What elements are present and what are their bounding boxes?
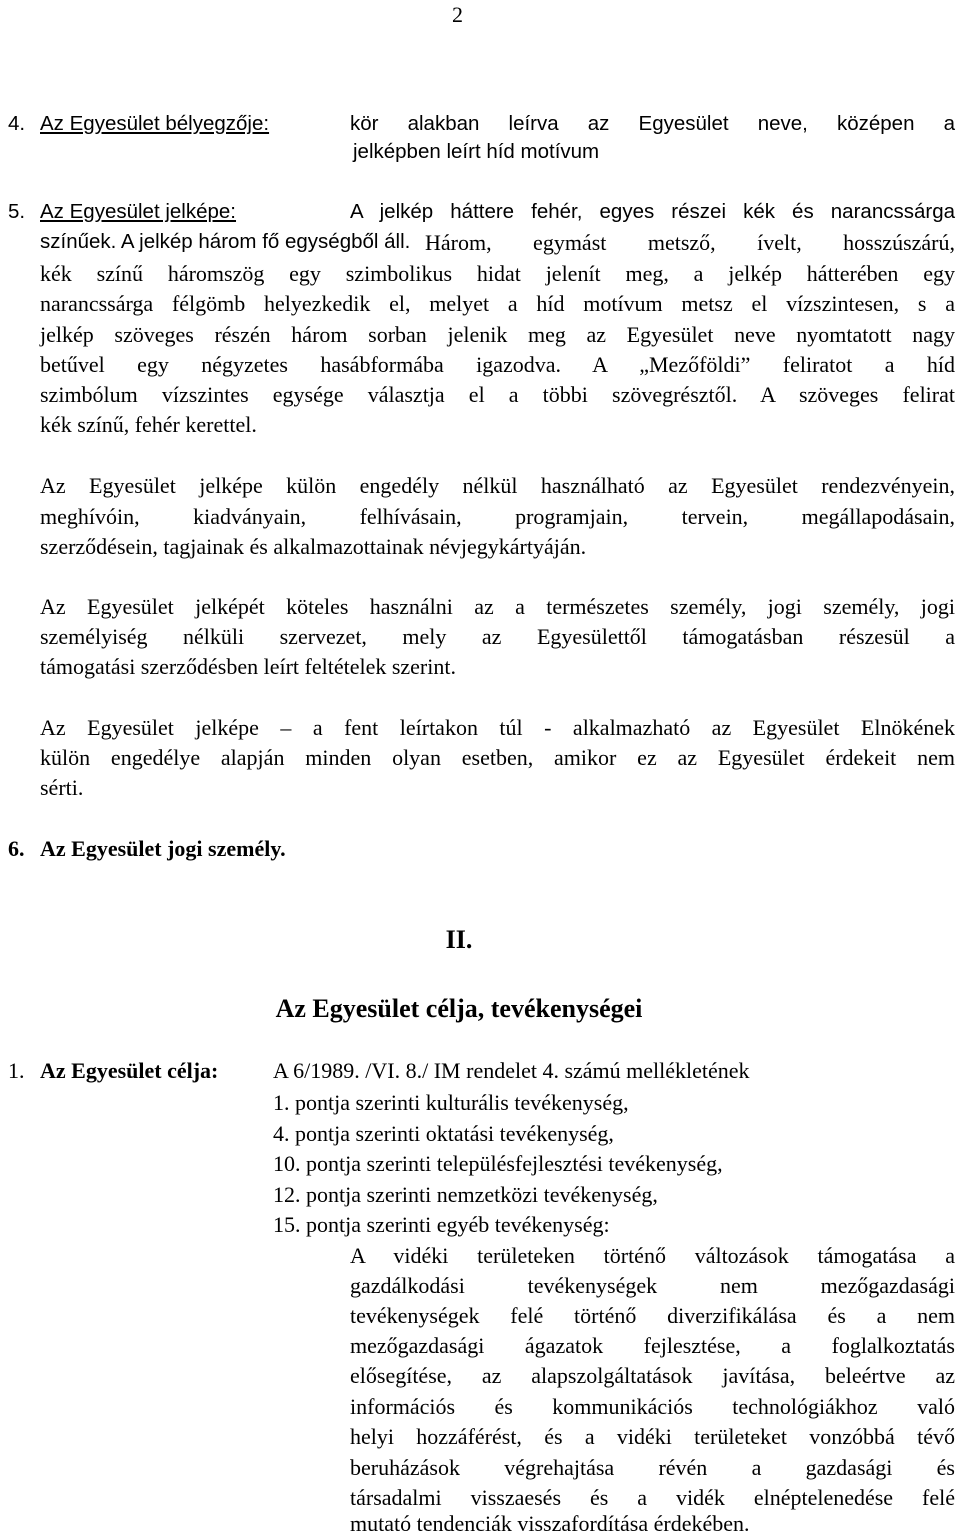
goal-detail-line-3: tevékenységek felé történő diverzifikálása és a nem: [350, 1303, 955, 1328]
goal-label: Az Egyesület célja:: [40, 1058, 219, 1083]
section-roman-numeral: II.: [445, 925, 473, 954]
goal-point-12: 12. pontja szerinti nemzetközi tevékenység,: [273, 1182, 658, 1207]
item-4-number: 4.: [8, 112, 26, 135]
item-5-line-4: narancssárga félgömb helyezkedik el, melyet a híd motívum metsz el vízszintesen, s a: [40, 291, 955, 316]
goal-point-4: 4. pontja szerinti oktatási tevékenység,: [273, 1121, 614, 1146]
item-5-line-2b: Három, egymást metsző, ívelt, hosszúszárú,: [425, 230, 955, 255]
item-5-number: 5.: [8, 200, 26, 223]
goal-detail-line-7: helyi hozzáférést, és a vidéki területeket vonzóbbá tévő: [350, 1424, 955, 1449]
paragraph-2-line-1: Az Egyesület jelképét köteles használni az a természetes személy, jogi személy, jogi: [40, 594, 955, 619]
goal-point-10: 10. pontja szerinti településfejlesztési tevékenység,: [273, 1151, 723, 1176]
paragraph-3-line-1: Az Egyesület jelképe – a fent leírtakon túl - alkalmazható az Egyesület Elnökének: [40, 715, 955, 740]
item-5-line-8: kék színű, fehér kerettel.: [40, 412, 257, 437]
item-6-text: Az Egyesület jogi személy.: [40, 836, 286, 861]
paragraph-1-line-2: meghívóin, kiadványain, felhívásain, programjain, tervein, megállapodásain,: [40, 504, 955, 529]
paragraph-2-line-2: személyiség nélküli szervezet, mely az Egyesülettől támogatásban részesül a: [40, 624, 955, 649]
goal-detail-line-10: mutató tendenciák visszafordítása érdekében.: [350, 1511, 750, 1536]
item-5-label: Az Egyesület jelképe:: [40, 200, 237, 223]
paragraph-3-line-3: sérti.: [40, 775, 84, 800]
goal-point-1: 1. pontja szerinti kulturális tevékenység,: [273, 1090, 629, 1115]
goal-detail-line-2: gazdálkodási tevékenységek nem mezőgazdasági: [350, 1273, 955, 1298]
paragraph-3-line-2: külön engedélye alapján minden olyan esetben, amikor ez az Egyesület érdekeit nem: [40, 745, 955, 770]
item-6-number: 6.: [8, 836, 25, 861]
paragraph-1-line-1: Az Egyesület jelképe külön engedély nélkül használható az Egyesület rendezvényein,: [40, 473, 955, 498]
paragraph-1-line-3: szerződésein, tagjainak és alkalmazottainak névjegykártyáján.: [40, 534, 587, 559]
goal-number: 1.: [8, 1058, 25, 1083]
item-5-line-1: A jelkép háttere fehér, egyes részei kék és narancssárga: [350, 200, 955, 223]
item-5-line-3: kék színű háromszög egy szimbolikus hidat jelenít meg, a jelkép hátterében egy: [40, 261, 955, 286]
goal-intro: A 6/1989. /VI. 8./ IM rendelet 4. számú mellékletének: [273, 1058, 750, 1083]
item-5-line-2a: színűek. A jelkép három fő egységből áll.: [40, 230, 411, 253]
section-title: Az Egyesület célja, tevékenységei: [275, 994, 643, 1023]
goal-point-15: 15. pontja szerinti egyéb tevékenység:: [273, 1212, 610, 1237]
item-4-label: Az Egyesület bélyegzője:: [40, 112, 270, 135]
goal-detail-line-6: információs és kommunikációs technológiákhoz való: [350, 1394, 955, 1419]
goal-detail-line-1: A vidéki területeken történő változások támogatása a: [350, 1243, 955, 1268]
goal-detail-line-9: társadalmi visszaesés és a vidék elnéptelenedése felé: [350, 1485, 955, 1510]
item-4-line-1: kör alakban leírva az Egyesület neve, középen a: [350, 112, 955, 135]
item-5-line-7: szimbólum vízszintes egysége választja el a többi szövegrésztől. A szöveges felirat: [40, 382, 955, 407]
page-number: 2: [452, 2, 463, 27]
item-5-line-5: jelkép szöveges részén három sorban jelenik meg az Egyesület neve nyomtatott nagy: [40, 322, 955, 347]
item-4-line-2: jelképben leírt híd motívum: [353, 140, 600, 163]
goal-detail-line-4: mezőgazdasági ágazatok fejlesztése, a foglalkoztatás: [350, 1333, 955, 1358]
item-5-line-6: betűvel egy négyzetes hasábformába igazodva. A „Mezőföldi” feliratot a híd: [40, 352, 955, 377]
goal-detail-line-5: elősegítése, az alapszolgáltatások javítása, beleértve az: [350, 1363, 955, 1388]
paragraph-2-line-3: támogatási szerződésben leírt feltételek szerint.: [40, 654, 456, 679]
goal-detail-line-8: beruházások végrehajtása révén a gazdasági és: [350, 1455, 955, 1480]
